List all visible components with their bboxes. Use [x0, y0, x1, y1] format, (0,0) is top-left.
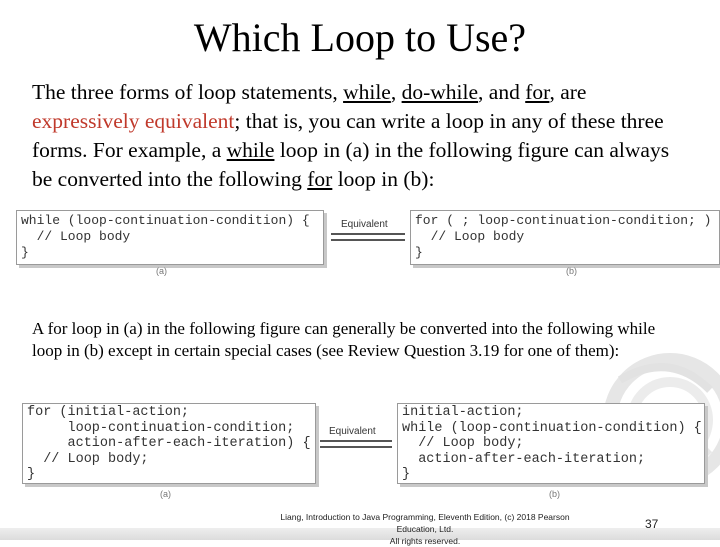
intro-text-1: The three forms of loop statements,	[32, 80, 344, 104]
intro-text-6: loop in (a) in the following figure can always be converted into the following	[32, 138, 670, 191]
keyword-while: while	[343, 80, 391, 104]
figure2-while-code: initial-action; while (loop-continuation-condition) { // Loop body; action-after-each-iteration; }	[397, 403, 705, 484]
keyword-for: for	[525, 80, 550, 104]
figure2-equals-line-top	[320, 440, 392, 442]
intro-text-2: ,	[390, 80, 402, 104]
figure2-equivalent-label: Equivalent	[329, 426, 376, 437]
footer-copyright-line: Liang, Introduction to Java Programming, Eleventh Edition, (c) 2018 Pearson Education, Ltd.	[280, 512, 570, 534]
figure2-label-a: (a)	[160, 489, 171, 499]
slide-footer	[280, 511, 570, 547]
slide-title: Which Loop to Use?	[193, 15, 527, 60]
keyword-do-while: do-while	[401, 80, 479, 104]
footer-rights-line: All rights reserved.	[389, 536, 461, 546]
emphasis-equivalent: expressively equivalent	[32, 109, 235, 133]
figure1-equals-line-bottom	[331, 239, 405, 241]
figure1-equals-line-top	[331, 233, 405, 235]
figure1-equivalent-label: Equivalent	[341, 219, 388, 230]
figure1-label-b: (b)	[566, 266, 577, 276]
figure1-for-code: for ( ; loop-continuation-condition; ) // Loop body }	[410, 210, 720, 265]
figure2-label-b: (b)	[549, 489, 560, 499]
figure2-for-code: for (initial-action; loop-continuation-condition; action-after-each-iteration) { // Loop body; }	[22, 403, 316, 484]
intro-text-4: , are	[549, 80, 587, 104]
keyword-for-2: for	[307, 167, 333, 191]
intro-text-7: loop in (b):	[332, 167, 435, 191]
for-to-while-paragraph: A for loop in (a) in the following figure can generally be converted into the following while loop in (b) except in certain special cases (see Review Question 3.19 for one of them):	[32, 319, 656, 360]
intro-paragraph	[32, 78, 692, 194]
keyword-while-2: while	[226, 138, 275, 162]
figure1-while-code: while (loop-continuation-condition) { // Loop body }	[16, 210, 324, 265]
figure2-equals-line-bottom	[320, 446, 392, 448]
intro-text-3: , and	[478, 80, 526, 104]
figure1-label-a: (a)	[156, 266, 167, 276]
intro-text-5: ; that is, you can write a loop in any of these three forms. For example, a	[32, 109, 664, 162]
page-number: 37	[645, 517, 659, 531]
